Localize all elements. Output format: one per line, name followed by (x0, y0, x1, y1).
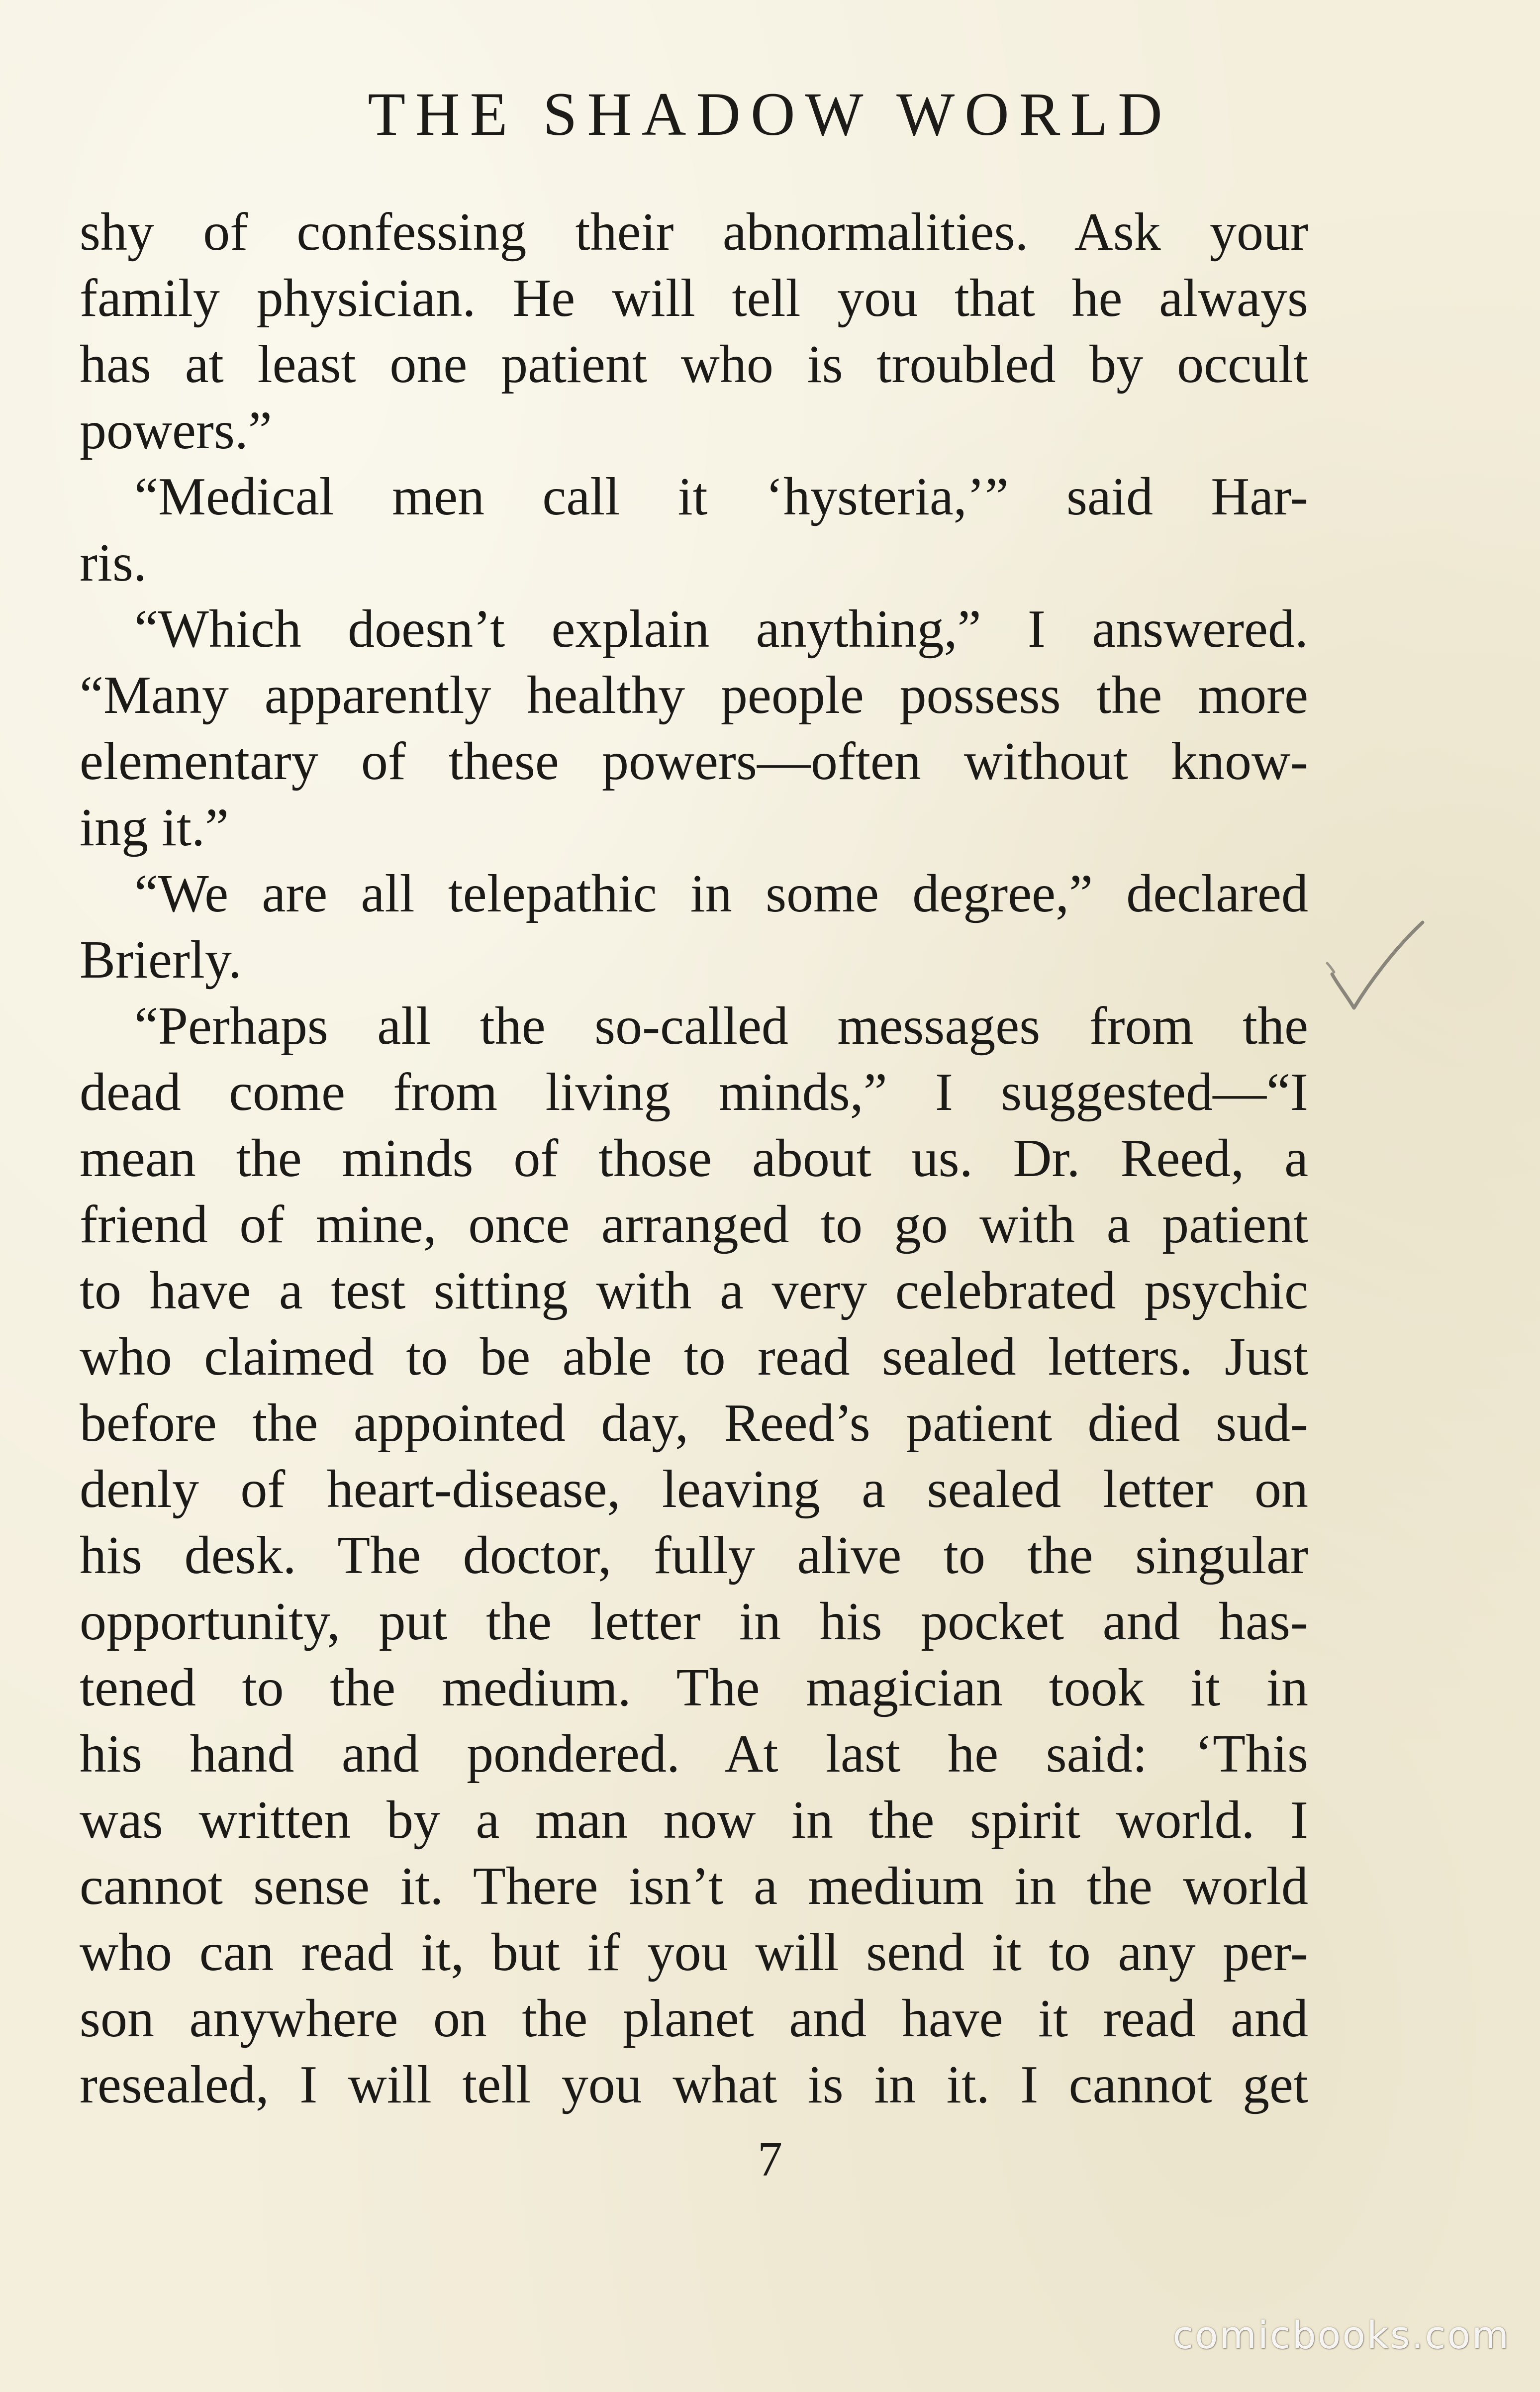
text-line: family physician. He will tell you that he always (80, 269, 1308, 328)
text-line: tened to the medium. The magician took it in (80, 1658, 1308, 1717)
text-line: son anywhere on the planet and have it read and (80, 1989, 1308, 2048)
watermark: comicbooks.com (1172, 2313, 1510, 2357)
text-line: ing it.” (80, 798, 229, 857)
text-line: dead come from living minds,” I suggested—“I (80, 1063, 1308, 1122)
body-text (80, 199, 1308, 2118)
text-line: powers.” (80, 401, 272, 460)
text-line: to have a test sitting with a very celebrated psychic (80, 1261, 1308, 1320)
text-line: his desk. The doctor, fully alive to the singular (80, 1526, 1308, 1585)
text-line: “Perhaps all the so-called messages from the (134, 997, 1308, 1056)
text-line: Brierly. (80, 930, 242, 990)
text-line: “Many apparently healthy people possess the more (80, 666, 1308, 725)
running-head: THE SHADOW WORLD (368, 80, 1172, 148)
text-line: shy of confessing their abnormalities. Ask your (80, 202, 1308, 262)
text-line: mean the minds of those about us. Dr. Reed, a (80, 1129, 1308, 1188)
page-number: 7 (758, 2131, 782, 2187)
text-line: opportunity, put the letter in his pocket and has- (80, 1592, 1308, 1651)
text-line: who claimed to be able to read sealed letters. Just (80, 1327, 1308, 1387)
text-line: “Medical men call it ‘hysteria,’” said Har- (134, 467, 1308, 526)
text-line: his hand and pondered. At last he said: ‘This (80, 1724, 1308, 1784)
text-line: friend of mine, once arranged to go with a patient (80, 1195, 1308, 1254)
text-line: “Which doesn’t explain anything,” I answered. (134, 599, 1308, 659)
text-line: ris. (80, 533, 147, 593)
text-line: elementary of these powers—often without know- (80, 732, 1308, 791)
checkmark-icon (1323, 915, 1433, 1030)
text-line: denly of heart-disease, leaving a sealed letter on (80, 1460, 1308, 1519)
text-line: “We are all telepathic in some degree,” declared (134, 864, 1308, 923)
text-line: was written by a man now in the spirit world. I (80, 1791, 1308, 1850)
text-line: has at least one patient who is troubled by occult (80, 335, 1308, 394)
text-line: who can read it, but if you will send it to any per- (80, 1923, 1308, 1982)
text-line: cannot sense it. There isn’t a medium in the world (80, 1857, 1308, 1916)
text-line: before the appointed day, Reed’s patient died sud- (80, 1394, 1308, 1453)
text-line: resealed, I will tell you what is in it. I cannot get (80, 2055, 1308, 2114)
